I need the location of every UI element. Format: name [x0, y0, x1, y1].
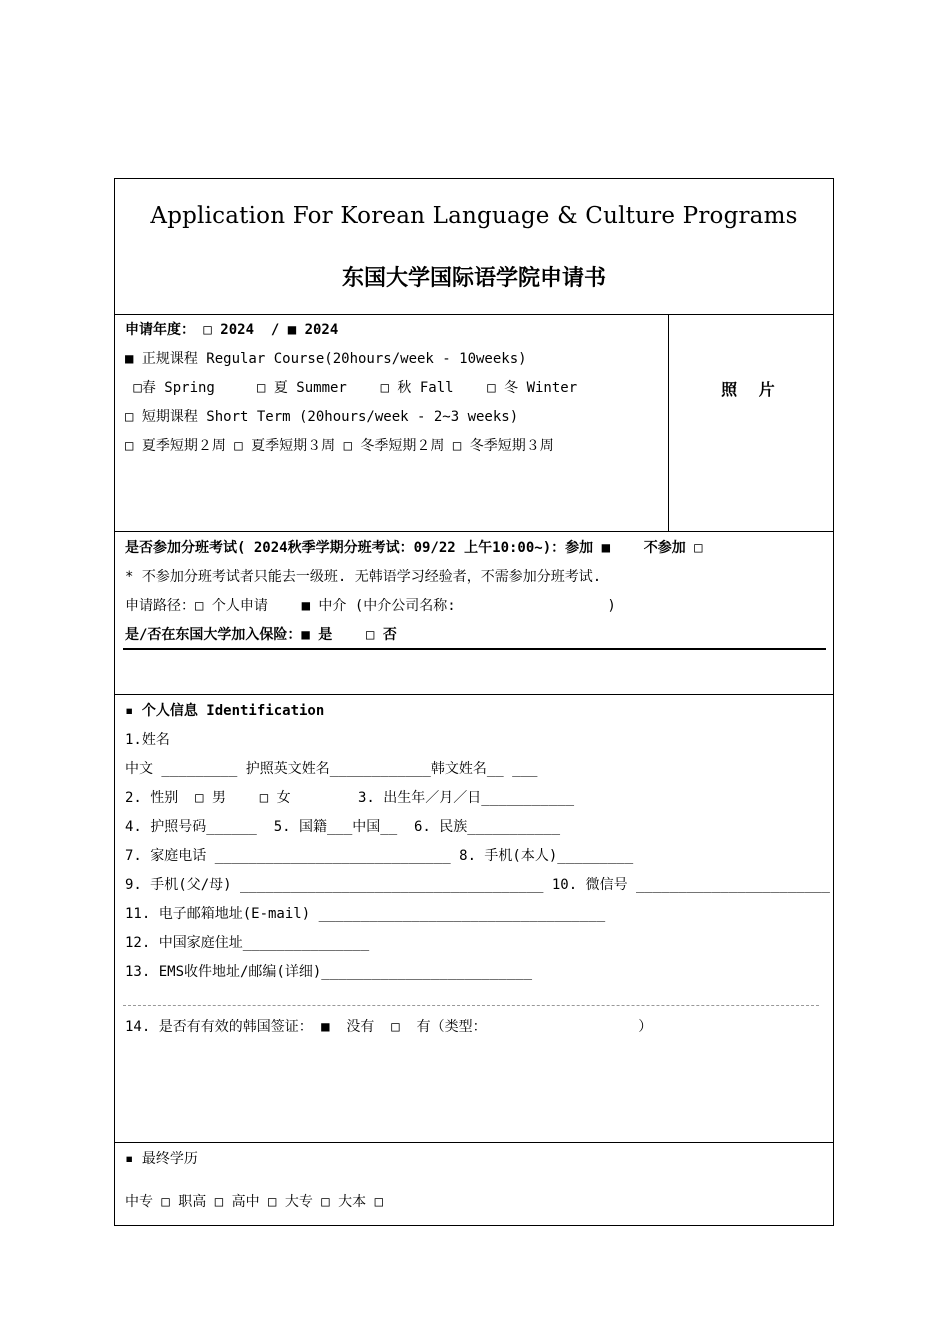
name-fields: 中文 _________ 护照英文姓名____________韩文姓名__ ___ — [125, 761, 538, 777]
parent-phone-wechat: 9. 手机(父/母) ____________________________________ 10. 微信号 _______________________ — [125, 877, 830, 893]
divider — [115, 1142, 833, 1143]
name-label: 1.姓名 — [125, 732, 170, 748]
identification-header: ▪ 个人信息 Identification — [125, 703, 325, 719]
placement-note: * 不参加分班考试者只能去一级班. 无韩语学习经验者，不需参加分班考试. — [125, 569, 602, 585]
education-header: ▪ 最终学历 — [125, 1151, 198, 1167]
home-address: 12. 中国家庭住址_______________ — [125, 935, 370, 951]
email-field: 11. 电子邮箱地址(E-mail) __________________________________ — [125, 906, 606, 922]
application-form — [114, 178, 834, 1226]
application-year: 申请年度： □ 2024 / ■ 2024 — [125, 322, 339, 338]
photo-box: 照 片 — [721, 380, 781, 399]
insurance: 是/否在东国大学加入保险：■ 是 □ 否 — [125, 627, 397, 643]
title-english: Application For Korean Language & Culture Programs — [150, 203, 798, 229]
gender-birth: 2. 性别 □ 男 □ 女 3. 出生年／月／日___________ — [125, 790, 575, 806]
divider — [115, 694, 833, 695]
divider — [115, 531, 833, 532]
title-chinese: 东国大学国际语学院申请书 — [341, 265, 606, 291]
application-route: 申请路径：□ 个人申请 ■ 中介 (中介公司名称: ) — [125, 598, 616, 614]
ems-address: 13. EMS收件地址/邮编(详细)_________________________ — [125, 964, 533, 980]
thick-divider — [123, 648, 826, 650]
title-box — [115, 179, 833, 314]
short-term-options: □ 夏季短期２周 □ 夏季短期３周 □ 冬季短期２周 □ 冬季短期３周 — [125, 438, 554, 454]
season-options: □春 Spring □ 夏 Summer □ 秋 Fall □ 冬 Winter — [125, 380, 578, 396]
divider — [115, 314, 833, 315]
dashed-divider — [123, 1005, 819, 1006]
photo-divider — [668, 314, 669, 531]
placement-test: 是否参加分班考试( 2024秋季学期分班考试：09/22 上午10:00~)：参加 ■ 不参加 □ — [125, 540, 703, 556]
passport-nationality: 4. 护照号码______ 5. 国籍___中国__ 6. 民族___________ — [125, 819, 561, 835]
regular-course: ■ 正规课程 Regular Course(20hours/week - 10weeks) — [125, 351, 527, 367]
short-term-course: □ 短期课程 Short Term (20hours/week - 2~3 weeks) — [125, 409, 519, 425]
visa-status: 14. 是否有有效的韩国签证： ■ 没有 □ 有（类型： ） — [125, 1019, 653, 1035]
phone-fields: 7. 家庭电话 ____________________________ 8. 手机(本人)_________ — [125, 848, 634, 864]
education-options: 中专 □ 职高 □ 高中 □ 大专 □ 大本 □ — [125, 1194, 384, 1210]
